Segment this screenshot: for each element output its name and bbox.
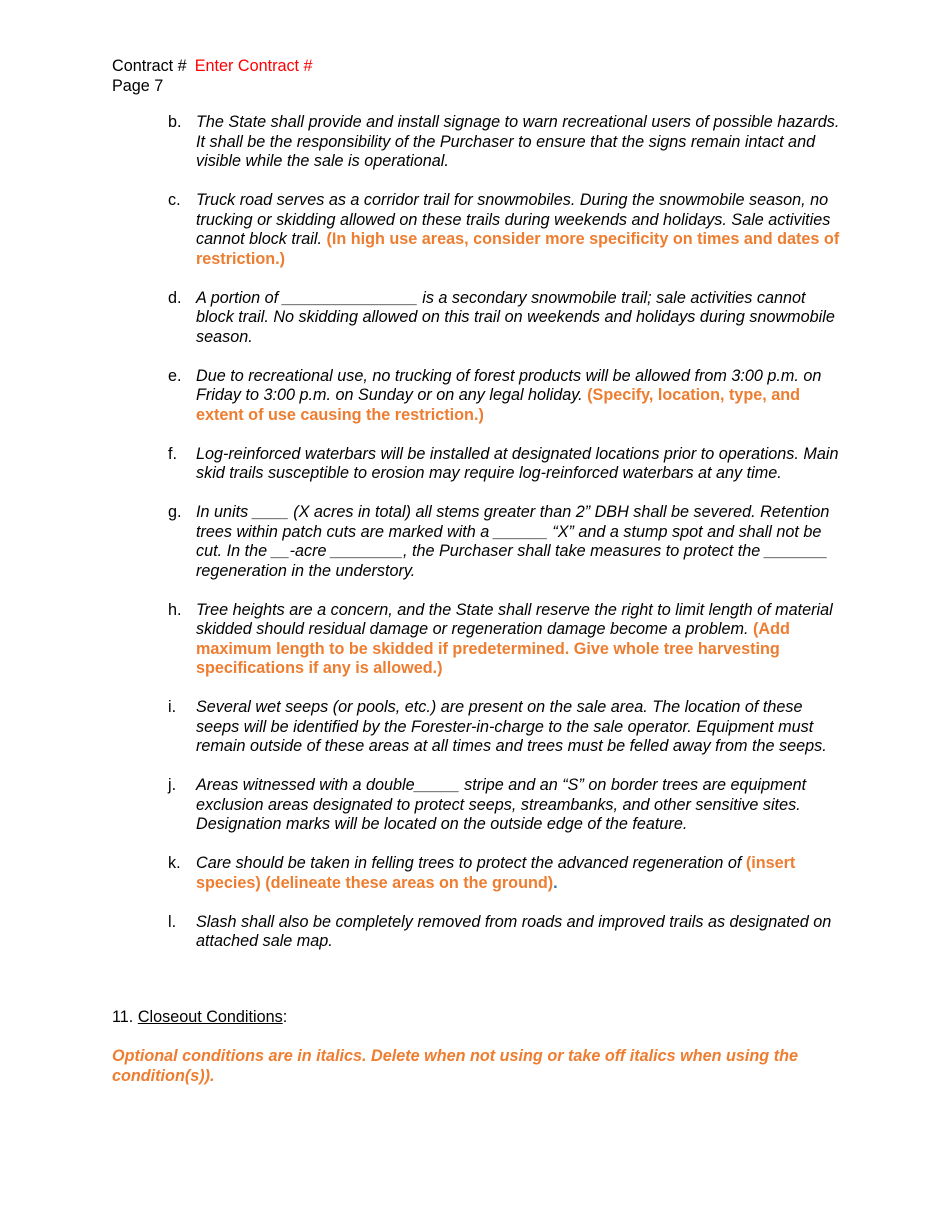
list-item [0,854,950,893]
item-body: Several wet seeps (or pools, etc.) are present on the sale area. The location of these seeps will be identified by the Forester-in-charge to the sale operator. Equipment must remain outside of these areas at all times and trees must be felled away from the seeps. [196,698,827,755]
item-note: (insert species) (delineate these areas on the ground) [196,854,796,892]
item-body: Truck road serves as a corridor trail for snowmobiles. During the snowmobile season, no trucking or skidding allowed on these trails during weekends and holidays. Sale activities cannot block trail. [196,191,831,248]
item-note: (Specify, location, type, and extent of use causing the restriction.) [196,386,801,424]
item-letter: b. [168,113,182,131]
item-letter: i. [168,698,177,716]
item-text [196,191,846,269]
item-body: Areas witnessed with a double_____ stripe and an “S” on border trees are equipment exclusion areas designated to protect seeps, streambanks, and other sensitive sites. Designation marks will be located on the outside edge of the feature. [196,776,807,833]
item-text [196,367,846,426]
item-letter: d. [168,288,182,307]
list-item [0,445,950,484]
list-item [0,289,950,348]
item-note: (Add maximum length to be skidded if predetermined. Give whole tree harvesting specifications if any is allowed.) [196,620,790,677]
list-item [0,191,950,269]
section-number: 11. [112,1008,134,1026]
item-note: (In high use areas, consider more specificity on times and dates of restriction.) [196,230,840,268]
section-colon: : [282,1008,288,1026]
item-text [196,289,846,348]
page-number: Page 7 [112,76,164,95]
item-body: Log-reinforced waterbars will be installed at designated locations prior to operations. Main skid trails susceptible to erosion may require log-reinforced waterbars at any time. [196,444,839,482]
item-body: Slash shall also be completely removed from roads and improved trails as designated on attached sale map. [196,912,832,950]
item-text [196,445,846,484]
list-item [0,601,950,679]
item-text [196,698,846,757]
list-item [0,367,950,426]
item-letter: j. [168,776,177,794]
item-letter: f. [168,444,177,463]
item-letter: h. [168,600,182,619]
item-body: A portion of _______________ is a secondary snowmobile trail; sale activities cannot block trail. No skidding allowed on this trail on weekends and holidays during snowmobile season. [196,288,835,346]
item-trailing-period: . [553,873,558,892]
list-item [0,776,950,835]
item-letter: e. [168,366,182,385]
section-title: Closeout Conditions [137,1008,283,1026]
list-item [0,913,950,952]
item-text [196,503,846,581]
item-letter: l. [168,912,177,931]
item-body: Care should be taken in felling trees to protect the advanced regeneration of [196,854,742,872]
item-body: In units ____ (X acres in total) all stems greater than 2” DBH shall be severed. Retention trees within patch cuts are marked with a ______ “X” and a stump spot and shall not be cut. In the __-acre ________, the Purchaser shall take measures to protect the _______ regeneration in the understory. [196,503,830,580]
list-item [0,698,950,757]
page-header [112,57,313,96]
contract-label: Contract # [112,57,187,75]
list-item [0,503,950,581]
contract-number-placeholder[interactable]: Enter Contract # [194,57,313,75]
item-text [196,601,846,679]
item-text [196,854,846,893]
conditions-list [0,113,950,971]
list-item [0,113,950,172]
item-text [196,113,846,172]
item-body: Due to recreational use, no trucking of forest products will be allowed from 3:00 p.m. on Friday to 3:00 p.m. on Sunday or on any legal holiday. [196,366,822,404]
item-text [196,776,846,835]
item-letter: g. [168,503,182,521]
item-body: The State shall provide and install signage to warn recreational users of possible hazards. It shall be the responsibility of the Purchaser to ensure that the signs remain intact and visible while the sale is operational. [196,113,840,170]
item-letter: c. [168,191,181,209]
item-letter: k. [168,854,181,872]
section-heading [112,1008,287,1028]
optional-conditions-note: Optional conditions are in italics. Delete when not using or take off italics when using the condition(s)). [112,1047,798,1085]
item-text [196,913,846,952]
contract-line [112,57,313,77]
item-body: Tree heights are a concern, and the State shall reserve the right to limit length of material skidded should residual damage or regeneration damage become a problem. [196,600,833,638]
